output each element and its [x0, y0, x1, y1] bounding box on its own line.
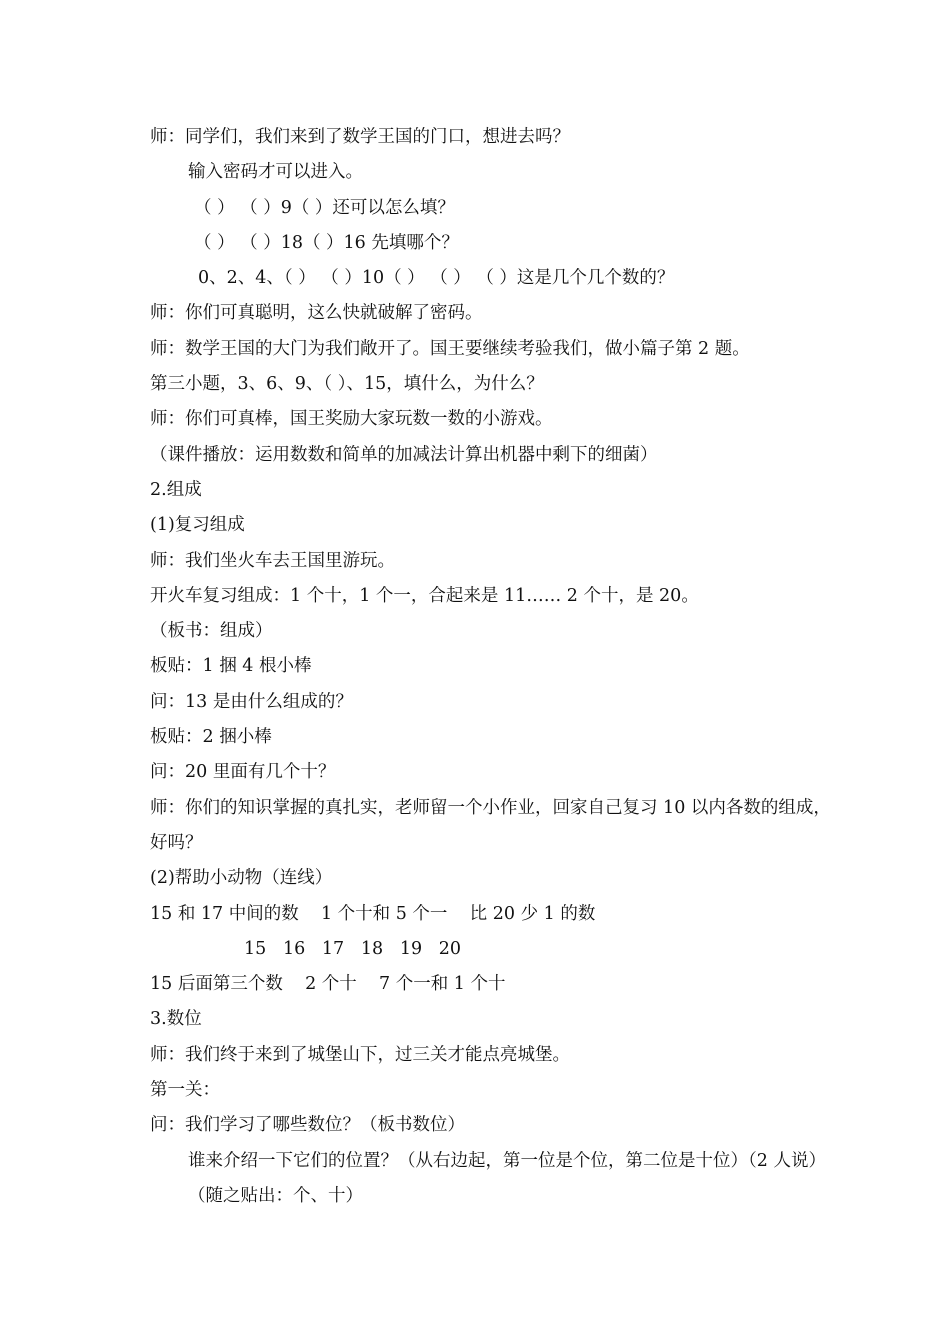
- text-line: （随之贴出：个、十）: [188, 1185, 363, 1206]
- section-heading: 2.组成: [150, 479, 202, 500]
- text-line: （ ） （ ）9（ ）还可以怎么填？: [194, 197, 455, 218]
- text-line: 输入密码才可以进入。: [188, 162, 363, 183]
- subsection-heading: (2)帮助小动物（连线）: [150, 868, 333, 889]
- text-line: 师：你们可真聪明，这么快就破解了密码。: [150, 303, 483, 324]
- text-line: （板书：组成）: [150, 621, 273, 642]
- section-heading: 3.数位: [150, 1009, 202, 1030]
- text-line: 第一关：: [150, 1080, 220, 1101]
- text-line: 第三小题，3、6、9、（ ）、15，填什么，为什么？: [150, 374, 544, 395]
- text-line: 问：13 是由什么组成的？: [150, 691, 353, 712]
- subsection-heading: (1)复习组成: [150, 515, 245, 536]
- text-line: 问：我们学习了哪些数位？（板书数位）: [150, 1115, 465, 1136]
- matching-row-top: 15 和 17 中间的数 1 个十和 5 个一 比 20 少 1 的数: [150, 903, 596, 924]
- text-line: 好吗？: [150, 832, 203, 853]
- text-line: 谁来介绍一下它们的位置？（从右边起，第一位是个位，第二位是十位）（2 人说）: [188, 1150, 826, 1171]
- text-line: 板贴：2 捆小棒: [150, 727, 272, 748]
- text-line: 师：我们终于来到了城堡山下，过三关才能点亮城堡。: [150, 1044, 570, 1065]
- number-row: 15 16 17 18 19 20: [244, 938, 462, 959]
- document-body: [150, 120, 870, 1214]
- text-line: 师：你们的知识掌握的真扎实，老师留一个小作业，回家自己复习 10 以内各数的组成，: [150, 797, 831, 818]
- text-line: 师：同学们，我们来到了数学王国的门口，想进去吗？: [150, 127, 570, 147]
- text-line: 师：数学王国的大门为我们敞开了。国王要继续考验我们，做小篇子第 2 题。: [150, 338, 750, 359]
- text-line: 开火车复习组成：1 个十，1 个一，合起来是 11…… 2 个十，是 20。: [150, 585, 699, 606]
- text-line: 0、2、4、（ ） （ ）10（ ） （ ） （ ）这是几个几个数的？: [198, 268, 675, 289]
- text-line: 板贴：1 捆 4 根小棒: [150, 656, 312, 677]
- text-line: 师：你们可真棒，国王奖励大家玩数一数的小游戏。: [150, 409, 553, 430]
- text-line: 师：我们坐火车去王国里游玩。: [150, 550, 395, 571]
- text-line: （课件播放：运用数数和简单的加减法计算出机器中剩下的细菌）: [150, 444, 658, 465]
- matching-row-bottom: 15 后面第三个数 2 个十 7 个一和 1 个十: [150, 974, 506, 995]
- text-line: （ ） （ ）18（ ）16 先填哪个？: [194, 232, 459, 253]
- text-line: 问：20 里面有几个十？: [150, 762, 336, 783]
